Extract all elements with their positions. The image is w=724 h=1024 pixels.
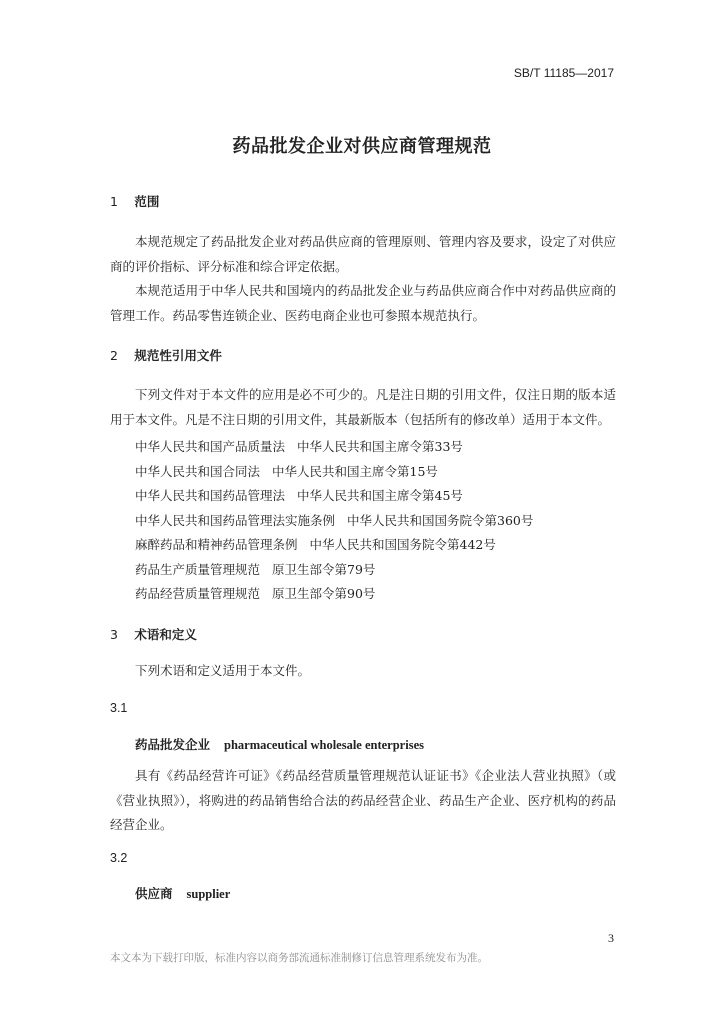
section-title: 规范性引用文件: [134, 348, 222, 363]
term-definition: 具有《药品经营许可证》《药品经营质量管理规范认证证书》《企业法人营业执照》（或《营业执照》），将购进的药品销售给合法的药品经营企业、药品生产企业、医疗机构的药品经营企业。: [110, 768, 616, 832]
term-english: pharmaceutical wholesale enterprises: [224, 738, 424, 752]
reference-order: 原卫生部令第90号: [272, 586, 376, 601]
reference-order: 中华人民共和国国务院令第360号: [347, 513, 534, 528]
reference-name: 中华人民共和国产品质量法: [135, 439, 286, 454]
section-3-intro: 下列术语和定义适用于本文件。: [135, 663, 311, 678]
standard-code: SB/T 11185—2017: [513, 66, 614, 80]
reference-order: 中华人民共和国主席令第33号: [297, 439, 463, 454]
page-number: 3: [608, 931, 614, 945]
term-heading: [135, 735, 424, 753]
document-title: 药品批发企业对供应商管理规范: [232, 136, 492, 157]
section-2-heading: [110, 346, 222, 364]
reference-item: [135, 486, 463, 504]
reference-name: 麻醉药品和精神药品管理条例: [135, 537, 298, 552]
reference-name: 中华人民共和国合同法: [135, 464, 261, 479]
reference-name: 药品生产质量管理规范: [135, 562, 261, 577]
section-number: 1: [110, 194, 118, 209]
term-chinese: 供应商: [135, 886, 173, 901]
term-heading: [135, 884, 230, 902]
section-1-paragraph-1: 本规范规定了药品批发企业对药品供应商的管理原则、管理内容及要求，设定了对供应商的评价指标、评分标准和综合评定依据。: [110, 234, 616, 274]
section-title: 范围: [134, 194, 160, 209]
reference-item: [135, 584, 375, 602]
section-number: 2: [110, 348, 118, 363]
term-number: 3.1: [110, 701, 128, 715]
section-title: 术语和定义: [134, 627, 197, 642]
reference-order: 中华人民共和国国务院令第442号: [309, 537, 496, 552]
reference-order: 中华人民共和国主席令第45号: [297, 488, 463, 503]
reference-name: 中华人民共和国药品管理法实施条例: [135, 513, 336, 528]
reference-item: [135, 462, 438, 480]
reference-item: [135, 437, 463, 455]
term-number: 3.2: [110, 851, 128, 865]
section-1-heading: [110, 192, 159, 210]
reference-name: 中华人民共和国药品管理法: [135, 488, 286, 503]
reference-item: [135, 535, 496, 553]
reference-order: 原卫生部令第79号: [272, 562, 376, 577]
reference-name: 药品经营质量管理规范: [135, 586, 261, 601]
term-english: supplier: [186, 887, 231, 901]
section-2-intro: 下列文件对于本文件的应用是必不可少的。凡是注日期的引用文件，仅注日期的版本适用于本文件。凡是不注日期的引用文件，其最新版本（包括所有的修改单）适用于本文件。: [110, 387, 616, 427]
reference-item: [135, 560, 375, 578]
reference-order: 中华人民共和国主席令第15号: [272, 464, 438, 479]
section-number: 3: [110, 627, 118, 642]
footer-note: 本文本为下载打印版，标准内容以商务部流通标准制修订信息管理系统发布为准。: [110, 952, 488, 964]
section-3-heading: [110, 625, 197, 643]
term-chinese: 药品批发企业: [135, 737, 211, 752]
reference-item: [135, 511, 533, 529]
section-1-paragraph-2: 本规范适用于中华人民共和国境内的药品批发企业与药品供应商合作中对药品供应商的管理工作。药品零售连锁企业、医药电商企业也可参照本规范执行。: [110, 283, 616, 323]
